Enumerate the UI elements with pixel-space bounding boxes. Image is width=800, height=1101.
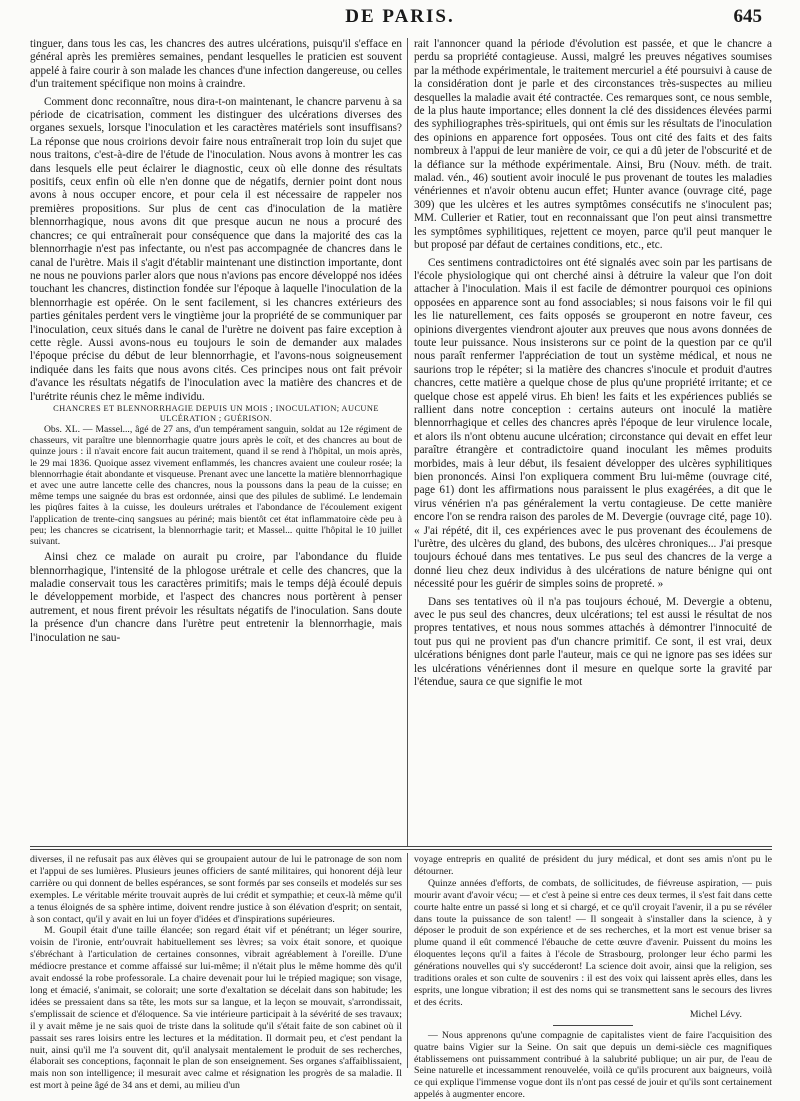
- page-number: 645: [733, 6, 762, 27]
- feuilleton-right-column: [414, 854, 772, 1101]
- left-paragraph-1: tinguer, dans tous les cas, les chancres des autres ulcérations, puisqu'il s'efface en général après les premières semaines, pendant lesquelles le praticien est souvent appelé à faire courir à son malade les chances d'une infection dangereuse, ou celles d'un traitement spécifique non moins à craindre.: [30, 38, 402, 91]
- feuilleton-column-divider: [407, 853, 408, 1068]
- feuilleton-rule-bottom: [30, 849, 772, 850]
- left-column: [30, 38, 402, 842]
- feuilleton-right-paragraph-3: — Nous apprenons qu'une compagnie de capitalistes vient de faire l'acquisition des quatre bains Vigier sur la Seine. On sait que depuis un demi-siècle ces magnifiques établissemens ont puissamment contribué à la salubrité publique; un air pur, de l'eau de Seine naturelle et incessamment renouvelée, voilà ce qu'ils procurent aux baigneurs, voilà ce qui explique l'immense vogue dont ils n'ont pas cessé de jouir et qu'ils sont certainement appelés à augmenter encore.: [414, 1029, 772, 1101]
- feuilleton-rule-top: [30, 846, 772, 847]
- newspaper-title: DE PARIS.: [345, 6, 455, 27]
- observation-heading: CHANCRES ET BLENNORRHAGIE DEPUIS UN MOIS ; INOCULATION; AUCUNE ULCÉRATION ; GUÉRISON.: [53, 403, 379, 423]
- column-divider: [407, 38, 408, 846]
- left-paragraph-2: Comment donc reconnaître, nous dira-t-on maintenant, le chancre parvenu à sa période de cicatrisation, comment les distinguer des ulcérations diverses des organes sexuels, lorsque l'inoculation et les caractères matériels sont insuffisans? La réponse que nous croirions devoir faire nous entraînerait trop loin du sujet que nous traitons, c'est-à-dire de l'étude de l'inoculation. Nous avons à montrer les cas dans lesquels elle peut éclairer le diagnostic, ceux où elle donne des résultats positifs, ceux enfin où elle n'en donne que de négatifs, dernier point dont nous avons à nous occuper encore, et pour cela il est nécessaire de rappeler nos premières propositions. Sur plus de cent cas d'inoculation de la matière blennorrhagique, nous avons dit que presque aucun ne nous a procuré des chancres; ce qui entraînerait pour conséquence que dans la majorité des cas la blennorrhagie n'est pas infectante, ou n'est pas accompagnée de chancres dans le canal de l'urètre. Mais il s'agit d'établir maintenant une distinction importante, dont ne nous ne pouvions parler alors que nous n'avions pas encore développé nos idées touchant les chancres, distinction fondée sur l'époque à laquelle l'inoculation de la blennorrhagie est opérée. On le sent facilement, si les chancres extérieurs des parties génitales perdent vers le vingtième jour la propriété de se communiquer par l'inoculation, ceux situés dans le canal de l'urètre ne doivent pas faire exception à cette règle. Aussi avons-nous eu toujours le soin de demander aux malades l'époque précise du début de leur blennorrhagie, et l'avons-nous soigneusement indiquée dans les faits que nous avons cités. Ces principes nous ont fait prévoir d'avance les résultats négatifs de l'inoculation avec la matière des chancres et de l'urétrite réunis chez le même individu.: [30, 95, 402, 403]
- feuilleton-left-paragraph-2: M. Goupil était d'une taille élancée; son regard était vif et pénétrant; un léger sourire, voisin de l'ironie, entr'ouvrait habituellement ses lèvres; sa voix était sonore, et quoique s'ébréchant à l'articulation de certaines consonnes, vibrait agréablement à l'oreille. D'une médiocre prestance et comme affaissé sur lui-même; il n'était plus le même homme dès qu'il avait endossé la robe professorale. La chaire devenait pour lui le trépied magique; son visage, long et émacié, s'animait, se colorait; une sorte d'exaltation se décelait dans son habitude; les idées se pressaient dans sa tête, les mots sur sa langue, et la leçon se mouvait, s'arrondissait, s'emplissait de science et d'éloquence. Sa vie intérieure participait à la sévérité de ses travaux; il y avait même je ne sais quoi de triste dans la solitude qu'il s'était faite de son cabinet où il passait ses rares loisirs entre les lectures et la méditation. Il dormait peu, et c'est pendant la nuit, ainsi qu'il me l'a souvent dit, qu'il analysait mentalement le produit de ses recherches, élaborait ses conceptions, façonnait le plan de son enseignement. Ses organes s'affaiblissaient, mais non son intelligence; il mesurait avec calme et résignation les progrès de sa maladie. Il est mort à peine âgé de 34 ans et demi, au milieu d'un: [30, 925, 402, 1092]
- feuilleton-left-paragraph-1: diverses, il ne refusait pas aux élèves qui se groupaient autour de lui le patronage de son nom et l'appui de ses lumières. Plusieurs jeunes officiers de santé militaires, qui honorent déjà leur carrière ou qui donnent de belles espérances, se sont formés par ses conseils et modelés sur ses exemples. Le véritable mérite trouvait auprès de lui crédit et sympathie; et ceux-là même qu'il a tenus éloignés de sa sphère intime, doivent rendre justice à son élévation d'esprit; on sentait, à son contact, qu'il y avait en lui un foyer d'idées et d'inspirations supérieures.: [30, 854, 402, 925]
- feuilleton-right-paragraph-2: Quinze années d'efforts, de combats, de sollicitudes, de fiévreuse aspiration, — puis mourir avant d'avoir vécu; — et c'est à peine si entre ces deux termes, il s'est fait dans cette courte halte entre un passé si long et si chargé, et ce qu'il croyait l'avenir, il a pu se révéler dans toute la puissance de son talent! — Il songeait à s'installer dans la science, à y déposer le produit de son expérience et de ses recherches, et la mort est venue briser sa plume quand il eût commencé l'ébauche de cette œuvre d'avenir. Puissent du moins les éloquentes leçons qu'il a faites à l'école de Strasbourg, prolonger leur écho parmi les générations nouvelles qui s'y succéderont! La science doit avoir, ainsi que la religion, ses traditions orales et son culte de souvenirs : il est des voix qui laissent après elles, dans les esprits, une longue vibration; il est des noms qui se transmettent sans le secours des livres et des écrits.: [414, 877, 772, 1008]
- feuilleton-left-column: [30, 854, 402, 1092]
- right-column: [414, 38, 772, 842]
- feuilleton-right-paragraph-1: voyage entrepris en qualité de président du jury médical, et dont ses amis n'ont pu le détourner.: [414, 854, 772, 877]
- right-paragraph-3: Dans ses tentatives où il n'a pas toujours échoué, M. Devergie a obtenu, avec le pus seul des chancres, deux ulcérations; tel est aussi le résultat de nos propres tentatives, et nous nous sommes attachés à démontrer l'innocuité de tout pus qui ne provient pas d'un chancre primitif. Ce sont, il est vrai, deux ulcérations bénignes dont parle l'auteur, mais ce qui ne ignore pas ses idées sur les ulcérations vénériennes dont il mesure en quelque sorte la gravité par l'étendue, saura ce que signifie le mot: [414, 595, 772, 689]
- right-paragraph-2: Ces sentimens contradictoires ont été signalés avec soin par les partisans de l'école physiologique qui ont cherché ainsi à détruire la valeur que l'on doit attacher à l'inoculation. Mais il est facile de démontrer pourquoi ces opinions opposées en apparence sont au fond associables; si nous faisons voir le fil qui les lie naturellement, ces faits opposés se grouperont en notre faveur, ces opinions divergentes viendront ajouter aux preuves que nous avons données de toute leur puissance. Nous insisterons sur ce point de la question par ce qu'il nous paraît renfermer l'appréciation de tout un système médical, et nous ne saurions trop le répéter; si la matière des chancres s'inocule et produit d'autres chancres, cette matière a quelque chose de plus qu'une propriété irritante; et ce quelque chose est appelé virus. Eh bien! les faits et les expériences publiés se rallient dans notre conception : certains auteurs ont inoculé la matière blennorrhagique et celles des chancres après l'époque de leur virulence locale, et alors ils n'ont obtenu aucune ulcération; circonstance qui devait en effet leur paraître étrangère et contradictoire quand inoculant les mêmes produits morbides, mais à leur début, ils fesaient développer des ulcères syphilitiques bien prononcés. Ainsi l'on expliquera comment Bru lui-même (ouvrage cité, page 61) dont les affirmations nous paraissent le plus exagérées, a dit que le virus vénérien n'a pas généralement la vertu contagieuse. De cette manière encore l'on se rendra raison des paroles de M. Devergie (ouvrage cité, page 10). « J'ai répété, dit il, ces expériences avec le pus provenant des écoulemens de l'urètre, des ulcères du gland, des bubons, des ulcères chroniques... J'ai presque toujours échoué dans mes tentatives. Le pus seul des chancres de la verge a donné lieu chez deux individus à des ulcérations de nature bénigne qui ont nécessité pour les guérir de simples soins de propreté. »: [414, 256, 772, 591]
- left-paragraph-3: Ainsi chez ce malade on aurait pu croire, par l'abondance du fluide blennorrhagique, l'intensité de la phlogose urétrale et celle des chancres, que la maladie conservait tous les caractères primitifs; mais le temps déjà écoulé depuis le développement morbide, et l'aspect des chancres nous portèrent à penser autrement, et nous firent prévoir les résultats négatifs de l'inoculation. Sans doute la présence d'un chancre dans l'urètre peut entretenir la blennorrhagie, mais l'inoculation ne sau-: [30, 551, 402, 644]
- article-separator: [553, 1025, 633, 1026]
- page-header: [0, 0, 800, 32]
- right-paragraph-1: rait l'annoncer quand la période d'évolution est passée, et que le chancre a perdu sa propriété contagieuse. Aussi, malgré les preuves négatives soumises par la méthode expérimentale, le traitement mercuriel a été poursuivi à cause de la considération dont je parle et des circonstances très-suspectes au milieu desquelles la maladie avait été contractée. Ces remarques sont, ce nous semble, de la plus haute importance; elles donnent la clé des dissidences élevées parmi des syphiliographes très-spirituels, qui ont émis sur les résultats de l'inoculation des opinions en apparence fort opposées. Tous ont cité des faits et des faits nombreux à l'appui de leur manière de voir, ce qui a dû jeter de l'obscurité et de la défiance sur la méthode expérimentale. Ainsi, Bru (Nouv. méth. de trait. malad. vén., 46) soutient avoir inoculé le pus provenant de toutes les maladies vénériennes et n'avoir obtenu aucun effet; Hunter avance (ouvrage cité, page 309) que les ulcères et les autres symptômes consécutifs ne s'inoculent pas; MM. Cullerier et Ratier, tout en reconnaissant que l'on peut ainsi transmettre les symptômes syphilitiques, rejettent ce moyen, parce qu'il peut manquer le but proposé par défaut de certaines conditions, etc., etc.: [414, 38, 772, 252]
- author-signature: Michel Lévy.: [689, 1008, 742, 1020]
- observation-text: Obs. XL. — Massel..., âgé de 27 ans, d'un tempérament sanguin, soldat au 12e régiment de chasseurs, vit paraître une blennorrhagie quatre jours après le coït, et des chancres au bout de quinze jours : il n'avait encore fait aucun traitement, quand il se rend à l'hôpital, un mois après, le 29 mai 1836. Quoique assez vivement enflammés, les chancres avaient une couleur rosée; la blennorrhagie était abondante et visqueuse. Prenant avec une lancette la matière blennorrhagique et avec une autre lancette celle des chancres, nous la poussons dans la peau de la cuisse; en même temps une saignée du bras est ordonnée, ainsi que des pilules de sublimé. Le lendemain les piqûres faites à la cuisse, les douleurs urétrales et l'abondance de l'écoulement exigent l'application de trente-cinq sangsues au périné; mais bientôt cet état inflammatoire cède peu à peu; les chancres se cicatrisent, la blennorrhagie tarit; et Massel... quitte l'hôpital le 10 juillet suivant.: [30, 423, 402, 547]
